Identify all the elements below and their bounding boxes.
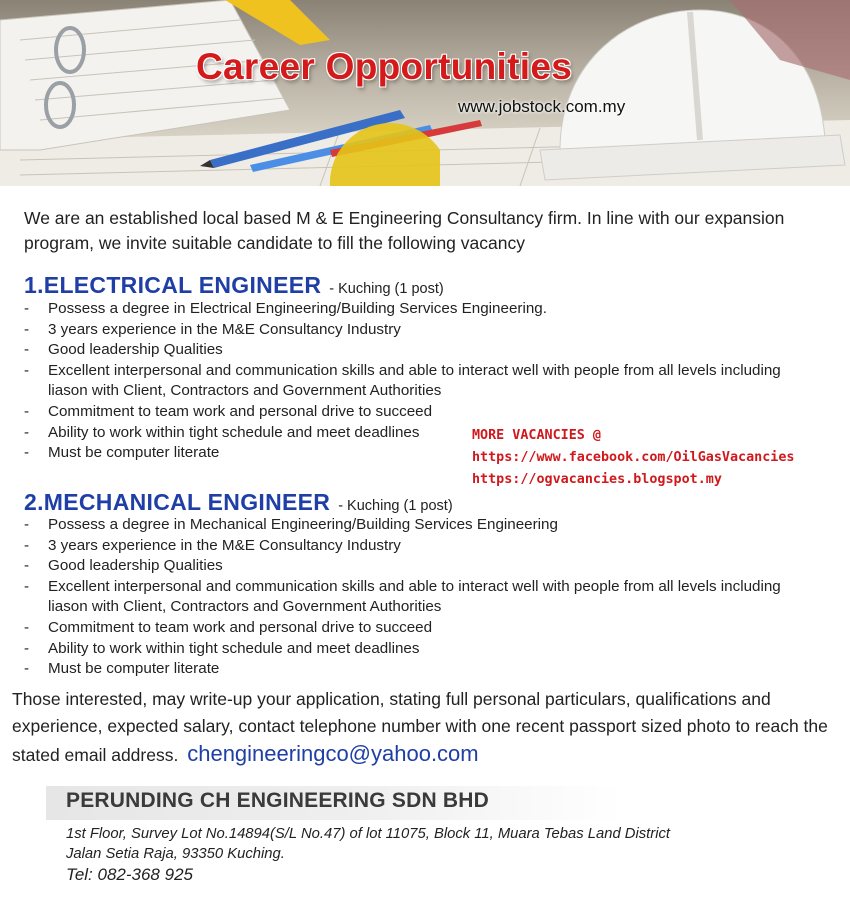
job-number: 1. [24,272,44,298]
list-item: - Must be computer literate [24,443,814,464]
blog-link[interactable]: https://ogvacancies.blogspot.my [472,472,722,487]
company-address [66,824,670,864]
list-item: - Commitment to team work and personal drive to succeed [24,402,814,423]
header-banner [0,0,850,186]
list-item: - Possess a degree in Electrical Engineering/Building Services Engineering. [24,299,814,320]
list-item: - Good leadership Qualities [24,340,814,361]
closing-text: Those interested, may write-up your application, stating full personal particulars, qualifications and experience, expected salary, contact telephone number with one recent passport sized photo to reach the stated email address. [12,689,828,765]
list-item: - 3 years experience in the M&E Consultancy Industry [24,536,814,557]
job-title: ELECTRICAL ENGINEER [43,272,322,298]
job-location: - Kuching (1 post) [329,281,444,297]
list-item: - 3 years experience in the M&E Consultancy Industry [24,320,814,341]
job-heading-electrical [24,272,444,299]
job-title: MECHANICAL ENGINEER [43,489,331,515]
closing-paragraph [12,686,844,769]
facebook-link[interactable]: https://www.facebook.com/OilGasVacancies [472,450,795,465]
list-item: - Good leadership Qualities [24,556,814,577]
address-line: Jalan Setia Raja, 93350 Kuching. [66,846,285,862]
banner-url[interactable]: www.jobstock.com.my [458,97,626,116]
list-item: - Excellent interpersonal and communication skills and able to interact well with people from all levels including liason with Client, Contractors and Government Authorities [24,361,814,402]
company-name: PERUNDING CH ENGINEERING SDN BHD [66,789,489,812]
list-item: - Ability to work within tight schedule and meet deadlines [24,639,814,660]
list-item: - Ability to work within tight schedule and meet deadlines [24,423,814,444]
email-link[interactable]: chengineeringco@yahoo.com [187,741,479,766]
list-item: - Excellent interpersonal and communication skills and able to interact well with people from all levels including liason with Client, Contractors and Government Authorities [24,577,814,618]
banner-title: Career Opportunities [196,46,573,87]
requirements-list-mechanical [24,515,814,680]
banner-illustration [0,0,850,186]
intro-paragraph: We are an established local based M & E Engineering Consultancy firm. In line with our expansion program, we invite suitable candidate to fill the following vacancy [24,208,785,253]
address-line: 1st Floor, Survey Lot No.14894(S/L No.47) of lot 11075, Block 11, Muara Tebas Land District [66,826,670,842]
job-heading-mechanical [24,489,453,516]
company-telephone: Tel: 082-368 925 [66,865,193,884]
more-vacancies-heading: MORE VACANCIES @ [472,428,601,443]
job-location: - Kuching (1 post) [338,498,453,514]
more-vacancies-box [472,425,794,491]
list-item: - Possess a degree in Mechanical Engineering/Building Services Engineering [24,515,814,536]
list-item: - Must be computer literate [24,659,814,680]
list-item: - Commitment to team work and personal drive to succeed [24,618,814,639]
job-number: 2. [24,489,44,515]
